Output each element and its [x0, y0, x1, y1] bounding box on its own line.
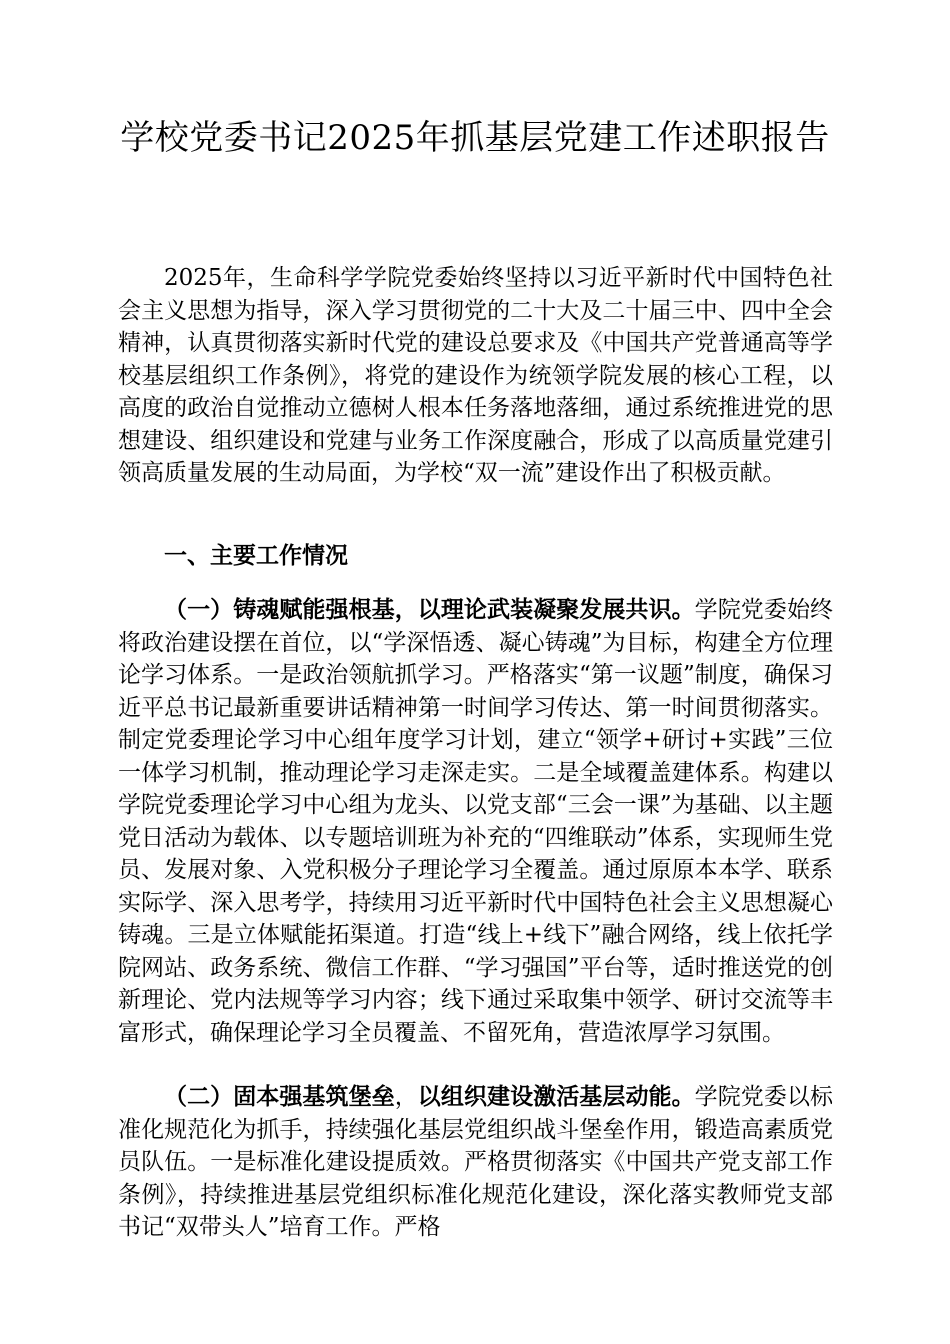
section-2-heading-separator: ，: [394, 1084, 418, 1110]
intro-paragraph: 2025年，生命科学学院党委始终坚持以习近平新时代中国特色社会主义思想为指导，深入学习贯彻党的二十大及二十届三中、四中全会精神，认真贯彻落实新时代党的建设总要求及《中国共产党普通高等学校基层组织工作条例》，将党的建设作为统领学院发展的核心工程，以高度的政治自觉推动立德树人根本任务落地落细，通过系统推进党的思想建设、组织建设和党建与业务工作深度融合，形成了以高质量党建引领高质量发展的生动局面，为学校“双一流”建设作出了积极贡献。: [118, 265, 833, 486]
section-1-body: 学院党委始终将政治建设摆在首位，以“学深悟透、凝心铸魂”为目标，构建全方位理论学习体系。一是政治领航抓学习。严格落实“第一议题”制度，确保习近平总书记最新重要讲话精神第一时间学习传达、第一时间贯彻落实。制定党委理论学习中心组年度学习计划，建立“领学+研讨+实践”三位一体学习机制，推动理论学习走深走实。二是全域覆盖建体系。构建以学院党委理论学习中心组为龙头、以党支部“三会一课”为基础、以主题党日活动为载体、以专题培训班为补充的“四维联动”体系，实现师生党员、发展对象、入党积极分子理论学习全覆盖。通过原原本本学、联系实际学、深入思考学，持续用习近平新时代中国特色社会主义思想凝心铸魂。三是立体赋能拓渠道。打造“线上+线下”融合网络，线上依托学院网站、政务系统、微信工作群、“学习强国”平台等，适时推送党的创新理论、党内法规等学习内容；线下通过采取集中领学、研讨交流等丰富形式，确保理论学习全员覆盖、不留死角，营造浓厚学习氛围。: [118, 597, 834, 1046]
section-1-paragraph: [118, 594, 833, 1049]
section-2-heading-part-b: 以组织建设激活基层动能。: [417, 1083, 695, 1110]
section-2-heading-part-a: （二）固本强基筑堡垒: [164, 1083, 395, 1110]
section-2-paragraph: [118, 1081, 833, 1244]
section-1-heading: （一）铸魂赋能强根基，以理论武装凝聚发展共识。: [164, 596, 695, 623]
document-title: 学校党委书记2025年抓基层党建工作述职报告: [120, 118, 830, 158]
section-2-body: 学院党委以标准化规范化为抓手，持续强化基层党组织战斗堡垒作用，锻造高素质党员队伍。一是标准化建设提质效。严格贯彻落实《中国共产党支部工作条例》，持续推进基层党组织标准化规范化建设，深化落实教师党支部书记“双带头人”培育工作。严格: [118, 1084, 834, 1240]
section-heading-main-work: 一、主要工作情况: [164, 542, 348, 569]
